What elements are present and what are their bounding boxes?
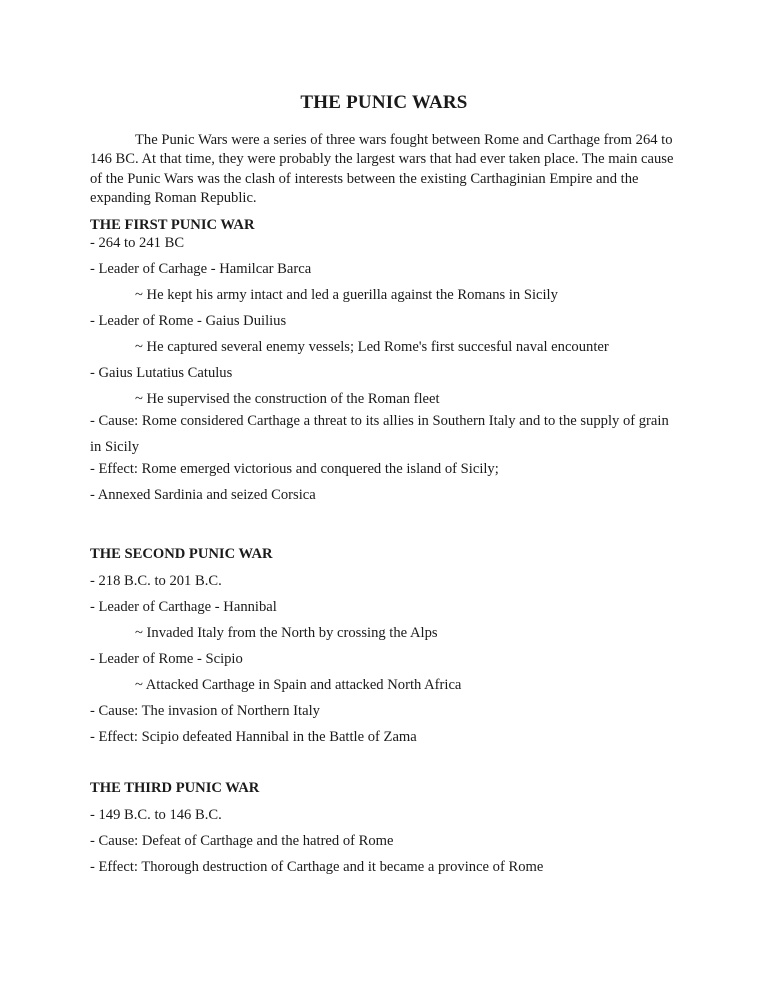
section-third-punic-war [90,779,690,876]
list-item: - 218 B.C. to 201 B.C. [90,573,222,589]
list-item: - 264 to 241 BC [90,235,185,251]
intro-paragraph: The Punic Wars were a series of three wars fought between Rome and Carthage from 264 to 146 BC. At that time, they were probably the largest wars that had ever taken place. The main cause of the Punic Wars was the clash of interests between the existing Carthaginian Empire and the expanding Roman Republic. [90,132,674,207]
section-heading: THE FIRST PUNIC WAR [90,217,255,233]
list-item: - 149 B.C. to 146 B.C. [90,807,222,823]
list-item-detail: ~ He supervised the construction of the Roman fleet [135,391,440,407]
list-item-detail: ~ He captured several enemy vessels; Led Rome's first succesful naval encounter [135,339,609,355]
list-item: - Cause: Defeat of Carthage and the hatred of Rome [90,833,394,849]
list-item: - Leader of Carhage - Hamilcar Barca [90,261,312,277]
list-item: - Leader of Carthage - Hannibal [90,599,277,615]
section-first-punic-war [90,216,690,504]
list-item: - Cause: The invasion of Northern Italy [90,703,320,719]
list-item: - Leader of Rome - Scipio [90,651,243,667]
page-title: THE PUNIC WARS [300,92,468,113]
list-item: - Annexed Sardinia and seized Corsica [90,487,316,503]
list-item: - Gaius Lutatius Catulus [90,365,233,381]
list-item-detail: ~ Invaded Italy from the North by crossing the Alps [135,625,438,641]
list-item: - Effect: Rome emerged victorious and conquered the island of Sicily; [90,461,499,477]
list-item: - Effect: Scipio defeated Hannibal in the Battle of Zama [90,729,417,745]
list-item: - Leader of Rome - Gaius Duilius [90,313,287,329]
list-item: - Cause: Rome considered Carthage a threat to its allies in Southern Italy and to the supply of grain in Sicily [90,413,669,455]
list-item: - Effect: Thorough destruction of Carthage and it became a province of Rome [90,859,544,875]
section-heading: THE THIRD PUNIC WAR [90,780,260,796]
list-item-detail: ~ He kept his army intact and led a guerilla against the Romans in Sicily [135,287,558,303]
section-heading: THE SECOND PUNIC WAR [90,546,273,562]
section-second-punic-war [90,545,690,746]
list-item-detail: ~ Attacked Carthage in Spain and attacked North Africa [135,677,462,693]
